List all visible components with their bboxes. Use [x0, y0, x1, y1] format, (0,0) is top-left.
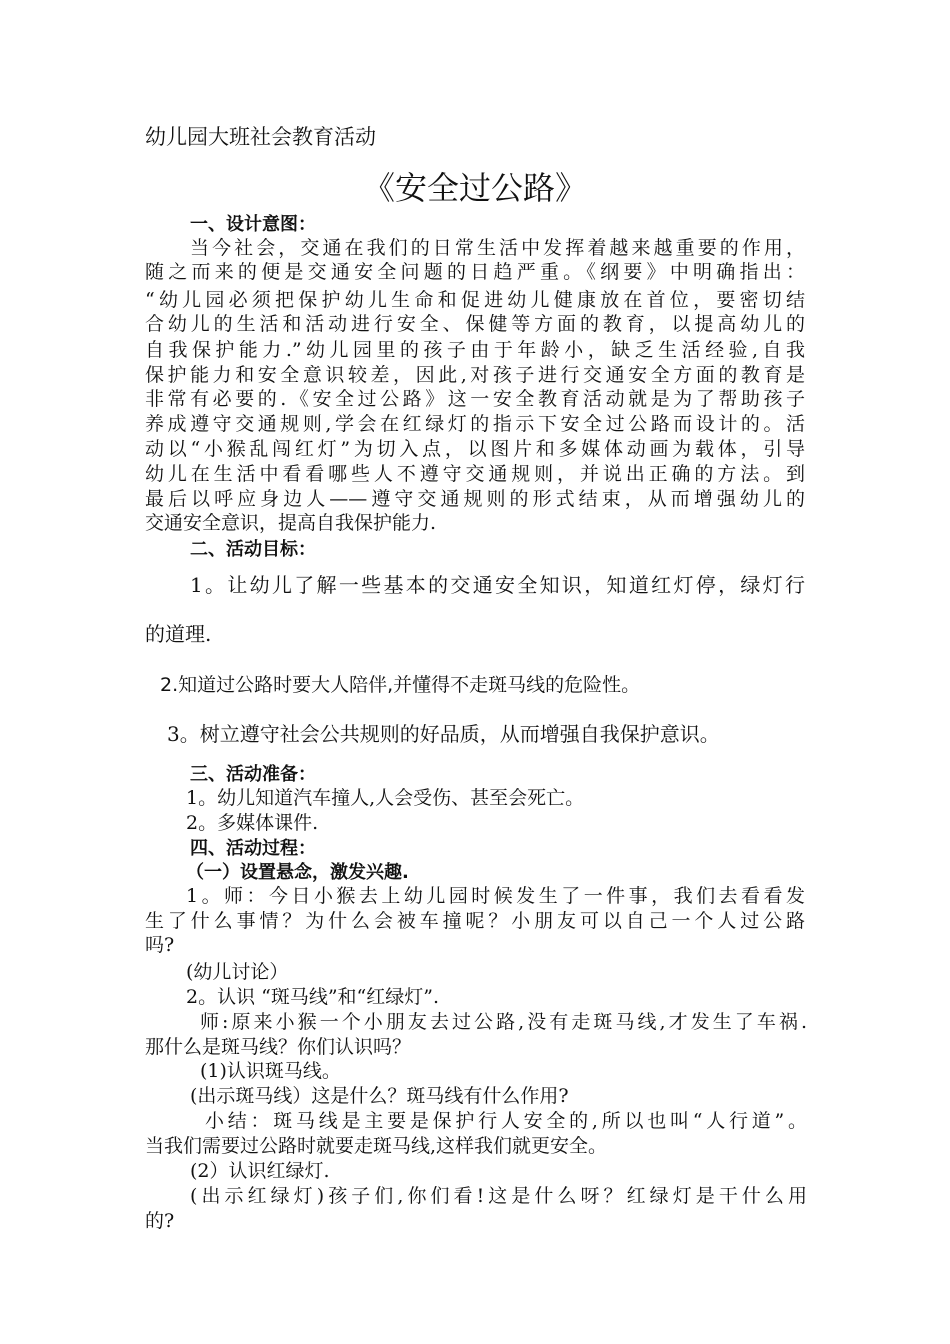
paragraph-line: 那什么是斑马线？你们认识吗？ [145, 1036, 412, 1058]
paragraph-line: 随之而来的便是交通安全问题的日趋严重。《纲要》中明确指出： [145, 261, 805, 283]
section1-heading: 一、设计意图： [190, 214, 316, 235]
paragraph-line: “幼儿园必须把保护幼儿生命和促进幼儿健康放在首位，要密切结 [145, 289, 805, 311]
step-2: 2。认识 “斑马线”和“红绿灯”. [186, 986, 440, 1008]
sub-step-2: (2）认识红绿灯. [190, 1160, 330, 1182]
paragraph-line: 动以“小猴乱闯红灯”为切入点，以图片和多媒体动画为载体，引导 [145, 438, 805, 460]
paragraph-line: 幼儿在生活中看看哪些人不遵守交通规则，并说出正确的方法。到 [145, 463, 805, 485]
summary-line: 小结：斑马线是主要是保护行人安全的,所以也叫“人行道”。 [205, 1110, 807, 1132]
paragraph-line: 师:原来小猴一个小朋友去过公路,没有走斑马线,才发生了车祸. [200, 1011, 807, 1033]
goal-3: 3。树立遵守社会公共规则的好品质，从而增强自我保护意识。 [167, 722, 720, 746]
paragraph-line: 当今社会，交通在我们的日常生活中发挥着越来越重要的作用， [190, 237, 805, 259]
paragraph-line: 合幼儿的生活和活动进行安全、保健等方面的教育，以提高幼儿的 [145, 313, 805, 335]
paragraph-line: 的? [145, 1210, 175, 1232]
paragraph-line: 保护能力和安全意识较差，因此,对孩子进行交通安全方面的教育是 [145, 364, 805, 386]
paragraph-line: 1。师：今日小猴去上幼儿园时候发生了一件事，我们去看看发 [186, 885, 805, 907]
section2-heading: 二、活动目标： [190, 539, 316, 560]
paragraph-line: 自我保护能力.”幼儿园里的孩子由于年龄小，缺乏生活经验,自我 [145, 339, 805, 361]
paragraph-line: 养成遵守交通规则,学会在红绿灯的指示下安全过公路而设计的。活 [145, 413, 805, 435]
discussion-note: (幼儿讨论） [186, 961, 289, 983]
goal-2: 2.知道过公路时要大人陪伴,并懂得不走斑马线的危险性。 [160, 674, 641, 696]
prep-item-2: 2。多媒体课件. [186, 812, 319, 834]
paragraph-line: (出示红绿灯)孩子们,你们看!这是什么呀？红绿灯是干什么用 [190, 1185, 807, 1207]
section4-heading: 四、活动过程： [190, 838, 316, 859]
paragraph-line: 生了什么事情？为什么会被车撞呢？小朋友可以自己一个人过公路 [145, 910, 805, 932]
paragraph-line: 交通安全意识，提高自我保护能力. [145, 512, 437, 534]
paragraph-line: 最后以呼应身边人——遵守交通规则的形式结束，从而增强幼儿的 [145, 488, 805, 510]
doc-title: 《安全过公路》 [362, 169, 587, 207]
paragraph-line: 非常有必要的.《安全过公路》这一安全教育活动就是为了帮助孩子 [145, 388, 805, 410]
goal-1-line-1: 1。让幼儿了解一些基本的交通安全知识，知道红灯停，绿灯行 [190, 573, 805, 597]
summary-line: 当我们需要过公路时就要走斑马线,这样我们就更安全。 [145, 1135, 608, 1157]
sub-step-1: (1)认识斑马线。 [200, 1060, 341, 1082]
section3-heading: 三、活动准备： [190, 764, 316, 785]
sub-step-1-question: (出示斑马线）这是什么？斑马线有什么作用? [190, 1085, 569, 1107]
goal-1-line-2: 的道理. [145, 622, 212, 646]
paragraph-line: 吗? [145, 934, 175, 956]
prep-item-1: 1。幼儿知道汽车撞人,人会受伤、甚至会死亡。 [186, 787, 585, 809]
part1-heading: （一）设置悬念，激发兴趣. [186, 862, 409, 883]
doc-header: 幼儿园大班社会教育活动 [145, 125, 376, 149]
